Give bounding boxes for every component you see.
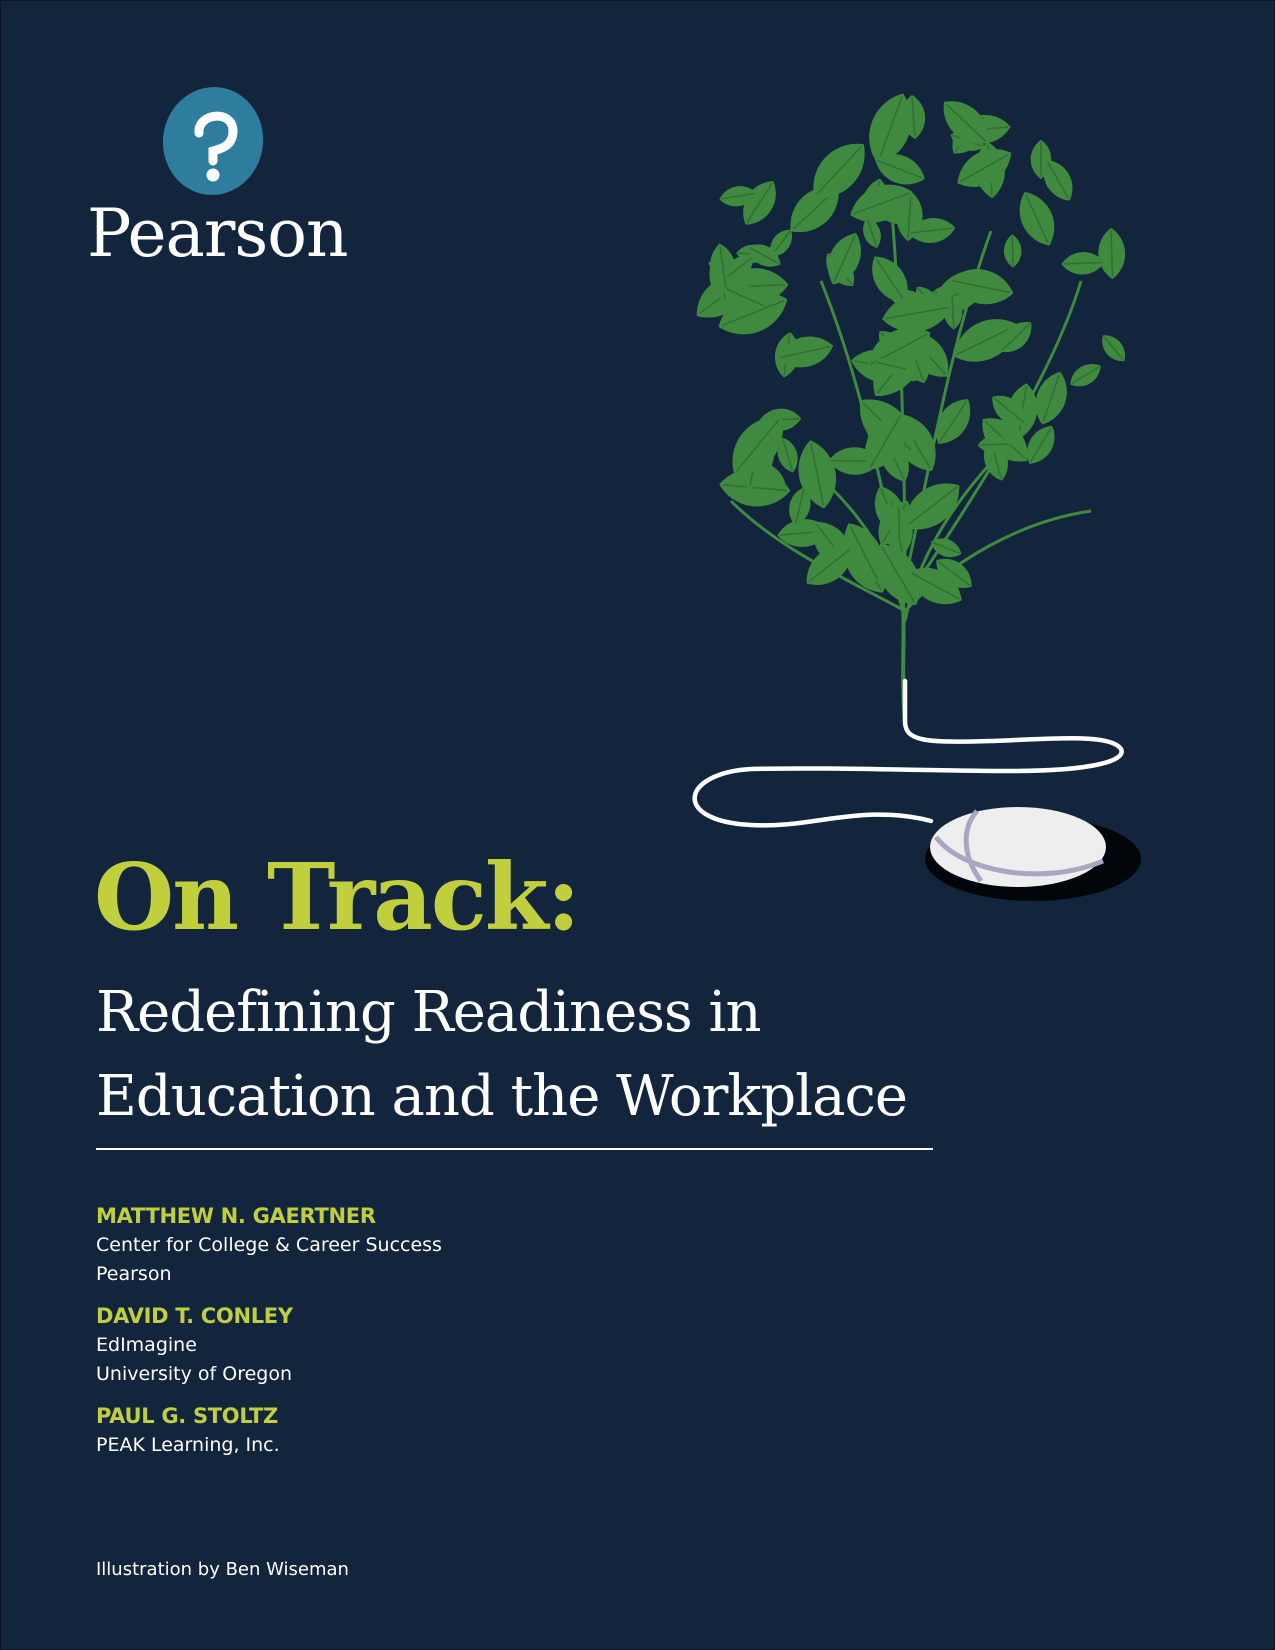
brand-wordmark: Pearson [87,195,348,272]
author-entry [96,1201,696,1289]
pearson-p-logo-icon [161,87,265,199]
author-affiliation: PEAK Learning, Inc. [96,1434,280,1456]
subtitle-line-1: Redefining Readiness in [96,980,761,1045]
author-affiliation: University of Oregon [96,1363,293,1385]
leaf-head-mouse-illustration [691,81,1211,961]
report-subtitle [96,971,956,1139]
author-affiliation: EdImagine [96,1334,197,1356]
author-entry [96,1301,696,1389]
report-title: On Track: [94,843,579,951]
author-affiliation: Pearson [96,1263,172,1285]
author-list [96,1201,696,1472]
author-name: DAVID T. CONLEY [96,1304,293,1328]
leaf-head-icon [691,87,1131,621]
title-divider [96,1148,933,1150]
mouse-cable [695,681,1122,825]
author-name: MATTHEW N. GAERTNER [96,1204,376,1228]
illustration-credit: Illustration by Ben Wiseman [96,1559,349,1580]
author-affiliation: Center for College & Career Success [96,1234,442,1256]
author-name: PAUL G. STOLTZ [96,1404,278,1428]
author-entry [96,1401,696,1460]
computer-mouse-icon [925,807,1141,901]
subtitle-line-2: Education and the Workplace [96,1064,907,1129]
